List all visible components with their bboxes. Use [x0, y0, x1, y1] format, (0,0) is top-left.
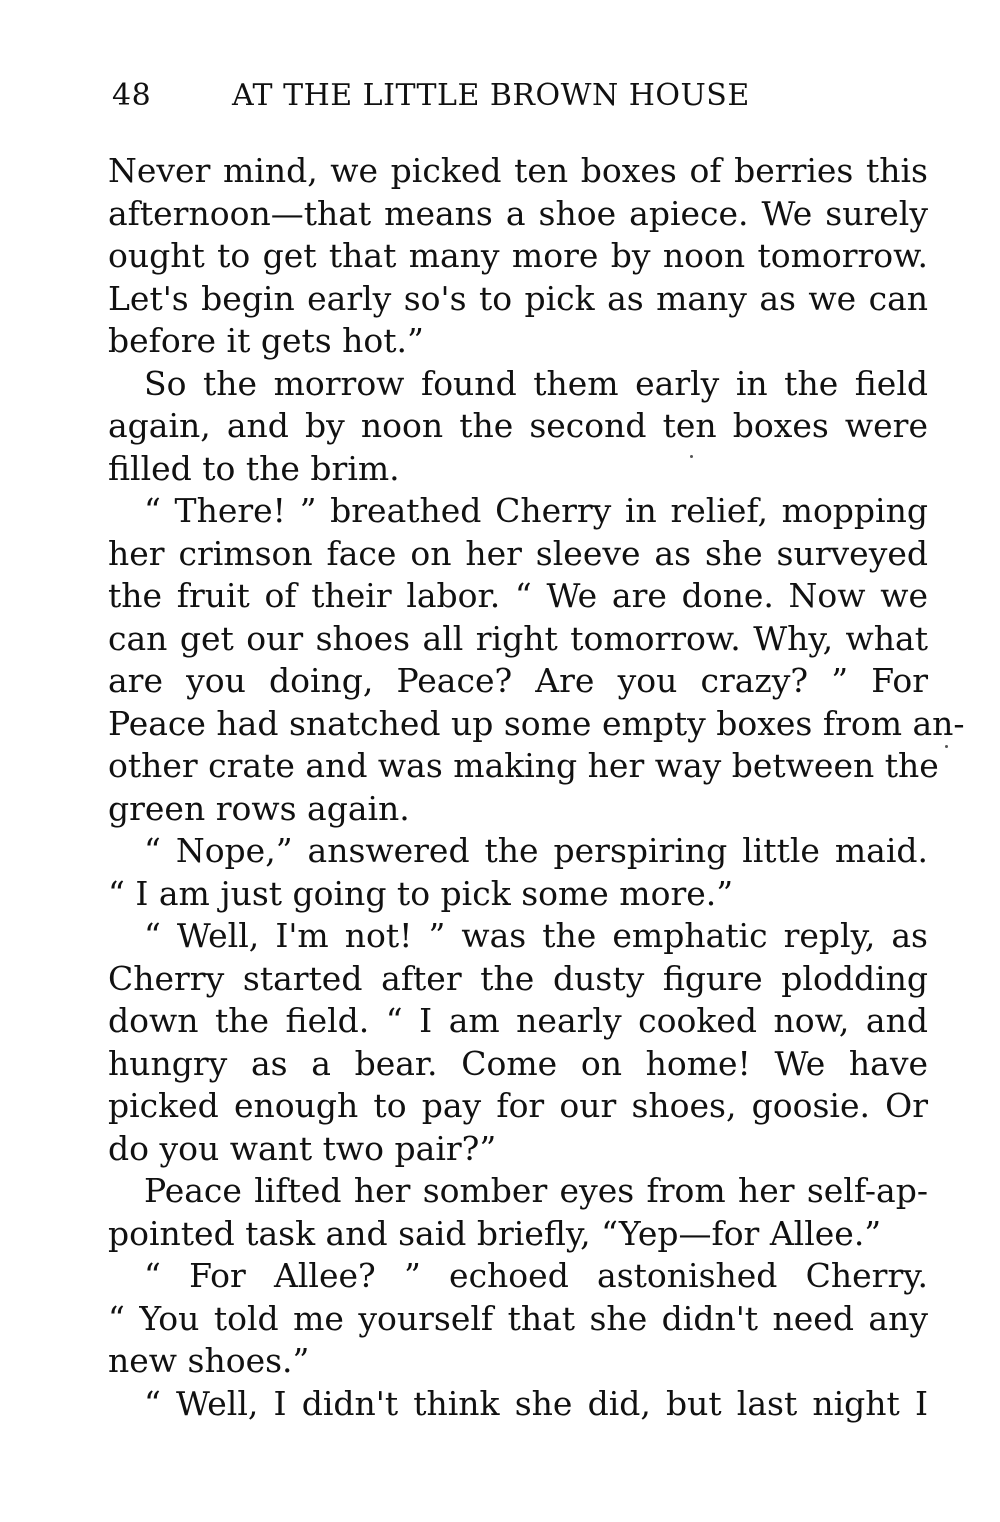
text-line: afternoon—that means a shoe apiece. We surely — [108, 193, 928, 233]
text-line: picked enough to pay for our shoes, goosie. Or — [108, 1086, 928, 1125]
page-header — [112, 76, 924, 116]
text-line: pointed task and said briefly, “Yep—for Allee.” — [108, 1213, 882, 1253]
text-line: “ For Allee? ” echoed astonished Cherry. — [144, 1256, 928, 1295]
text-line: before it gets hot.” — [108, 321, 424, 360]
text-line: other crate and was making her way between the — [108, 746, 939, 785]
text-line: the fruit of their labor. “ We are done. Now we — [108, 576, 928, 615]
text-line: filled to the brim. — [108, 448, 400, 488]
text-line: can get our shoes all right tomorrow. Why, what — [108, 618, 928, 658]
text-line: green rows again. — [108, 788, 410, 828]
text-line: “ There! ” breathed Cherry in relief, mopping — [144, 491, 928, 530]
text-line: Peace lifted her somber eyes from her self-ap- — [144, 1171, 928, 1210]
text-line: her crimson face on her sleeve as she surveyed — [108, 533, 928, 573]
text-line: Peace had snatched up some empty boxes from an- — [108, 703, 965, 743]
text-line: “ Nope,” answered the perspiring little maid. — [144, 831, 928, 870]
text-line: are you doing, Peace? Are you crazy? ” For — [108, 661, 928, 700]
text-line: So the morrow found them early in the field — [144, 363, 928, 403]
text-line: do you want two pair?” — [108, 1128, 497, 1168]
page-number: 48 — [112, 78, 152, 113]
text-line: “ You told me yourself that she didn't need any — [108, 1298, 928, 1338]
text-line: hungry as a bear. Come on home! We have — [108, 1043, 928, 1083]
body-text — [108, 150, 965, 1425]
print-speck — [690, 455, 693, 458]
text-line: down the field. “ I am nearly cooked now, and — [108, 1001, 928, 1040]
text-line: again, and by noon the second ten boxes were — [108, 406, 928, 445]
text-line: Let's begin early so's to pick as many as we can — [108, 278, 928, 318]
running-head: AT THE LITTLE BROWN HOUSE — [232, 78, 750, 113]
text-line: “ Well, I didn't think she did, but last night I — [144, 1383, 928, 1423]
print-speck — [945, 745, 948, 748]
text-line: new shoes.” — [108, 1341, 310, 1380]
text-line: “ I am just going to pick some more.” — [108, 873, 734, 913]
text-line: “ Well, I'm not! ” was the emphatic reply, as — [144, 916, 928, 955]
text-line: Never mind, we picked ten boxes of berries this — [108, 151, 928, 190]
text-line: Cherry started after the dusty figure plodding — [108, 958, 928, 998]
text-line: ought to get that many more by noon tomorrow. — [108, 236, 928, 275]
